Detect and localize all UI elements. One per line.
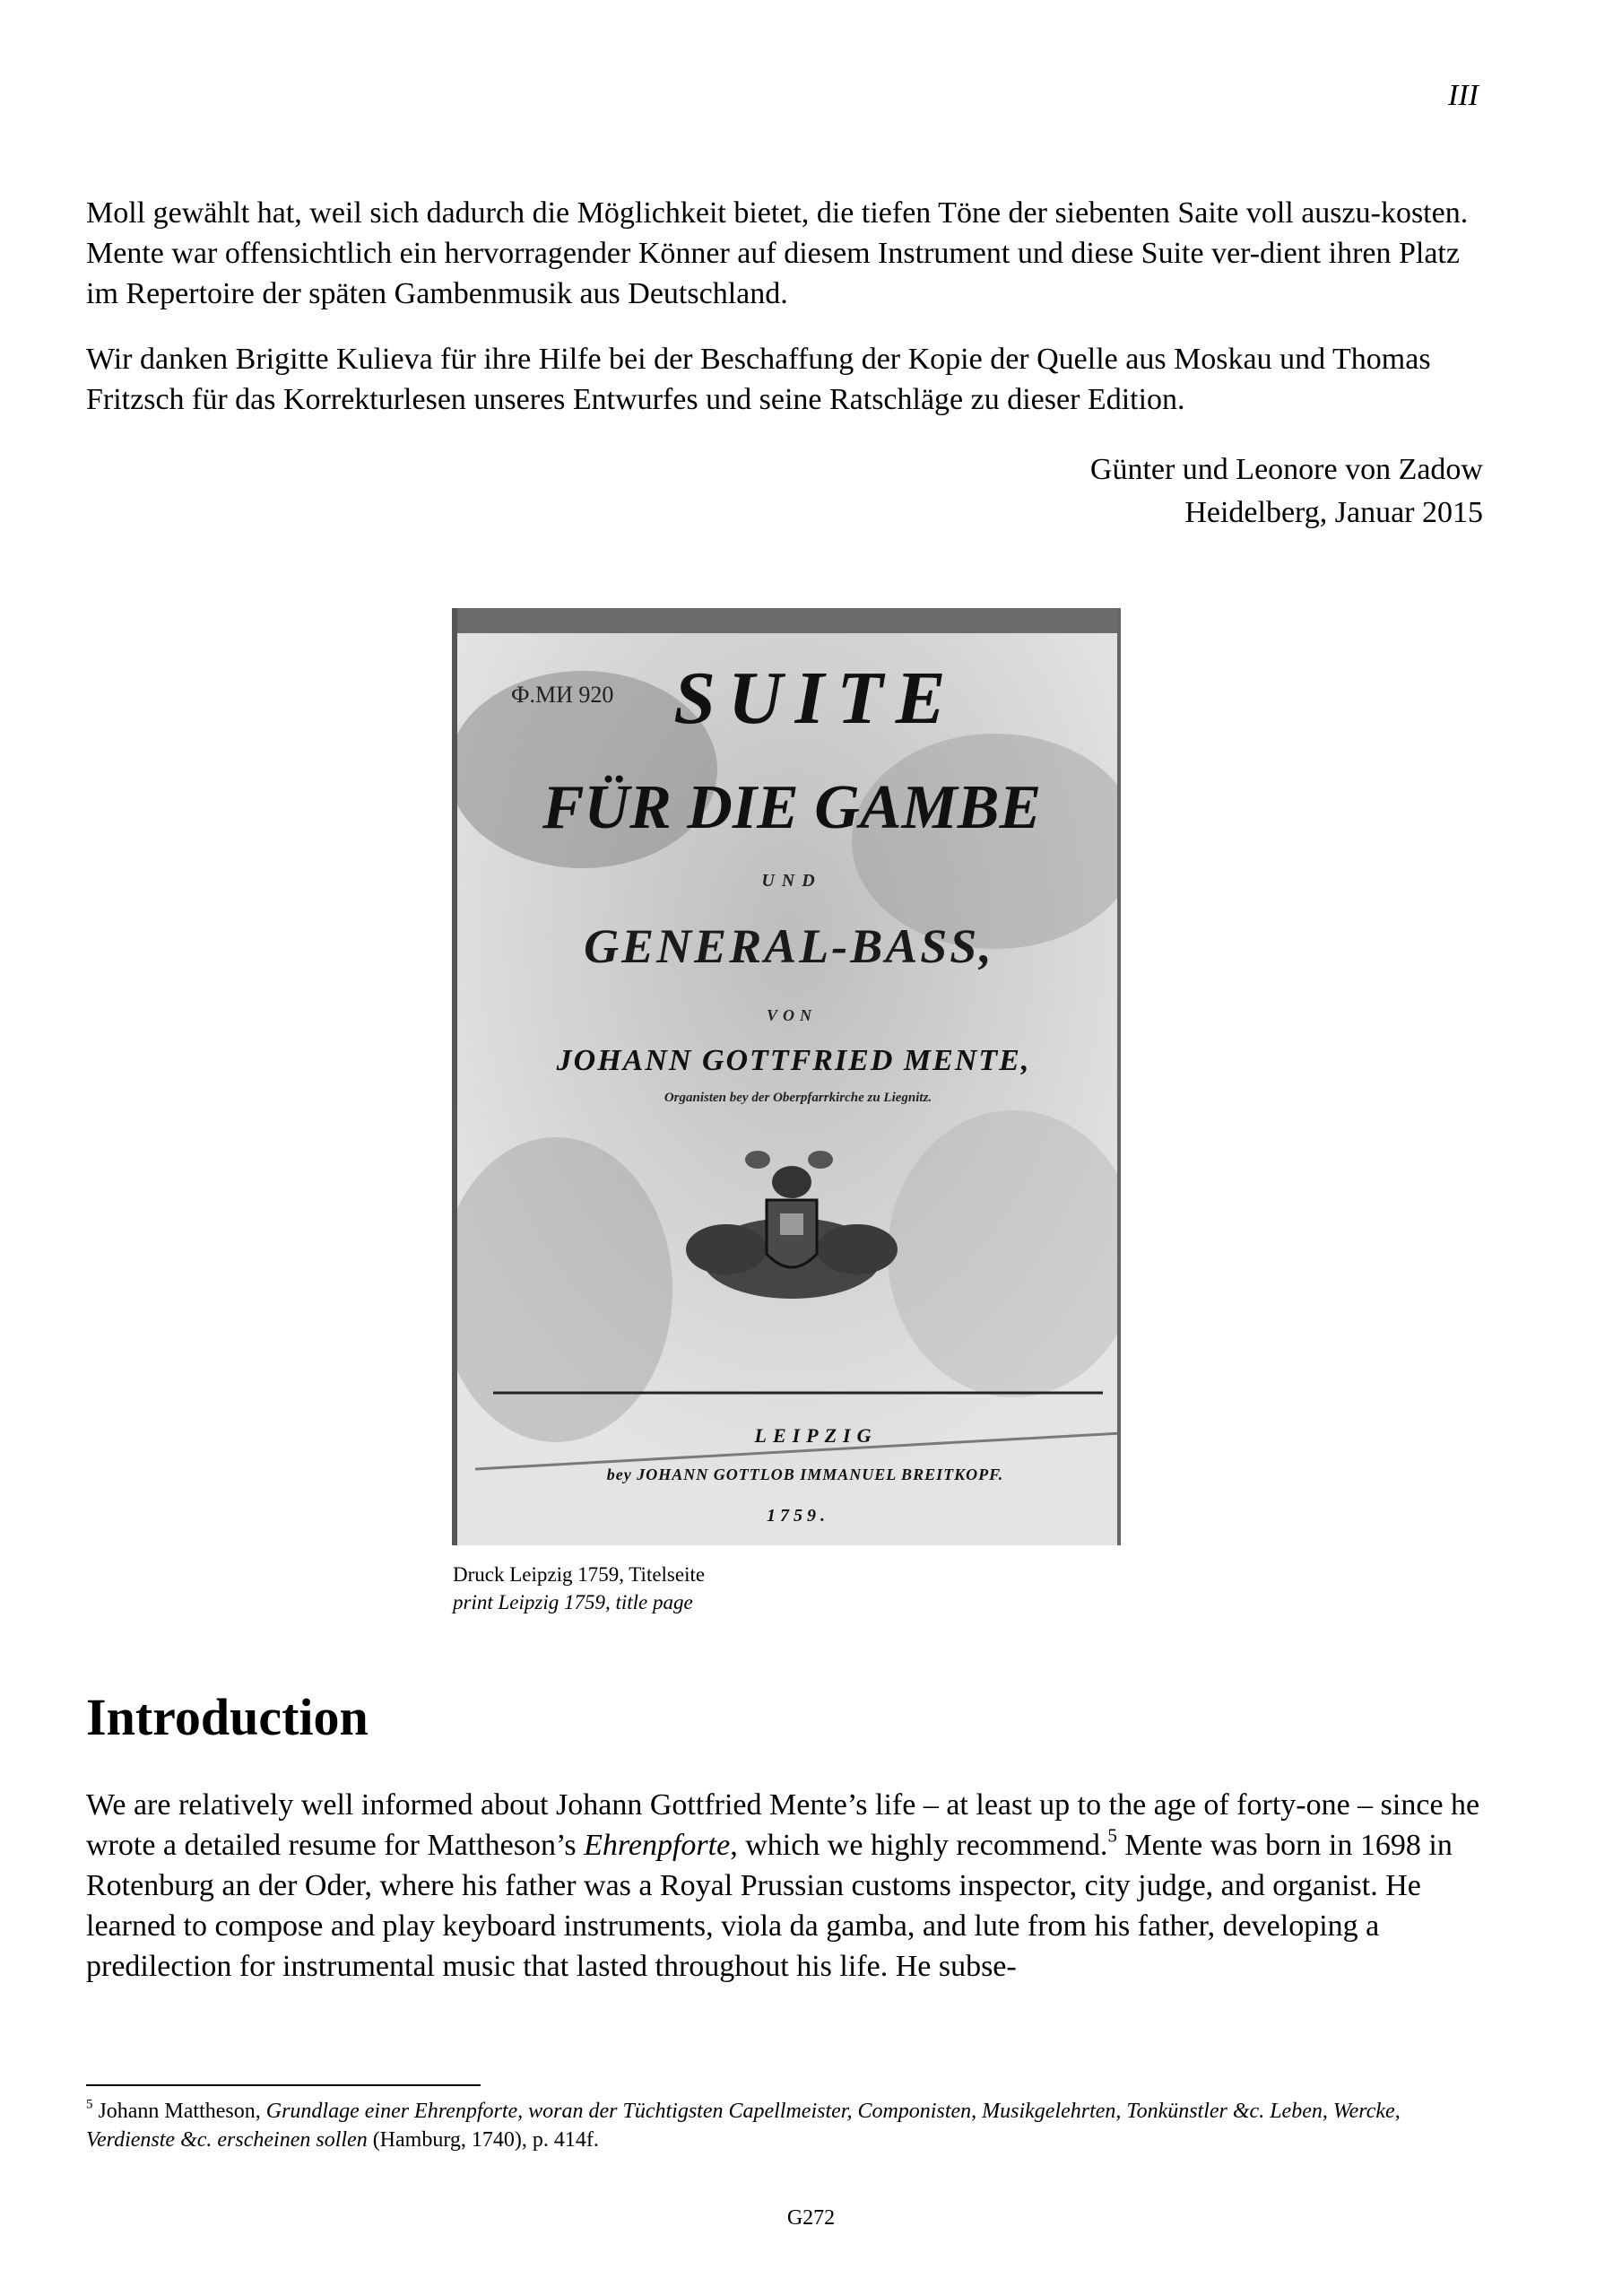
paragraph-continuation: Moll gewählt hat, weil sich dadurch die Möglichkeit bietet, die tiefen Töne der siebenten Saite voll auszu-kosten. Mente war offensichtlich ein hervorragender Könner auf diesem Instrument und diese Suite ver-dient ihren Platz im Repertoire der späten Gambenmusik aus Deutschland. <box>86 196 1469 310</box>
title-composer: JOHANN GOTTFRIED MENTE, <box>556 1044 1031 1077</box>
intro-text-3: Mente was born in 1698 in Rotenburg an der Oder, where his father was a Royal Prussian customs inspector, city judge, and organist. He learned to compose and play keyboard instruments, viola da gamba, and lute from his father, developing a predilection for instrumental music that lasted throughout his life. He subse- <box>86 1829 1453 1983</box>
title-von: VON <box>766 1006 818 1024</box>
paragraph-acknowledgements: Wir danken Brigitte Kulieva für ihre Hilfe bei der Beschaffung der Kopie der Quelle aus Moskau und Thomas Fritzsch für das Korrekturlesen unseres Entwurfes und seine Ratschläge zu dieser Edition. <box>86 343 1431 416</box>
imprint-year: 1759. <box>767 1506 829 1526</box>
signature-names: Günter und Leonore von Zadow <box>1089 453 1483 486</box>
title-organist: Organisten bey der Oberpfarrkirche zu Liegnitz. <box>664 1091 932 1105</box>
page-number: III <box>1448 79 1479 112</box>
figure-caption <box>453 1561 705 1616</box>
edition-code: G272 <box>786 2206 836 2230</box>
scan-top-edge <box>457 608 1121 633</box>
library-stamp: Ф.МИ 920 <box>511 682 614 708</box>
footnote-title: Grundlage einer Ehrenpforte, woran der Tüchtigsten Capellmeister, Componisten, Musikgelehrten, Tonkünstler &c. Leben, Wercke, Verdienste &c. erscheinen sollen <box>86 2100 1401 2152</box>
footnote-author: Johann Mattheson, <box>98 2100 266 2123</box>
intro-text-2: , which we highly recommend. <box>730 1829 1108 1862</box>
title-page-facsimile <box>457 608 1121 1545</box>
intro-italic-title: Ehrenpforte <box>584 1829 731 1862</box>
title-general-bass: GENERAL-BASS, <box>584 919 994 973</box>
title-page-image <box>452 608 1121 1545</box>
footnote-number: 5 <box>86 2097 93 2112</box>
footnote-publication: (Hamburg, 1740), p. 414f. <box>367 2128 599 2152</box>
imprint-publisher: bey JOHANN GOTTLOB IMMANUEL BREITKOPF. <box>606 1465 1004 1483</box>
signature-block <box>1090 448 1483 535</box>
title-und: UND <box>761 871 822 891</box>
footnote <box>86 2097 1485 2154</box>
signature-place-date: Heidelberg, Januar 2015 <box>1184 496 1483 529</box>
title-suite: SUITE <box>673 657 958 740</box>
intro-text-1: We are relatively well informed about Johann Gottfried Mente’s life – at least up to the age of forty-one – since he wrote a detailed resume for Mattheson’s <box>86 1788 1480 1862</box>
imprint-city: LEIPZIG <box>754 1424 878 1447</box>
caption-german: Druck Leipzig 1759, Titelseite <box>453 1563 706 1586</box>
title-fuer-die-gambe: FÜR DIE GAMBE <box>542 773 1042 842</box>
footnote-separator <box>86 2084 481 2086</box>
footnote-reference[interactable]: 5 <box>1107 1824 1117 1847</box>
section-heading: Introduction <box>86 1688 369 1746</box>
introduction-paragraph <box>86 1785 1485 1987</box>
caption-english: print Leipzig 1759, title page <box>453 1591 693 1613</box>
